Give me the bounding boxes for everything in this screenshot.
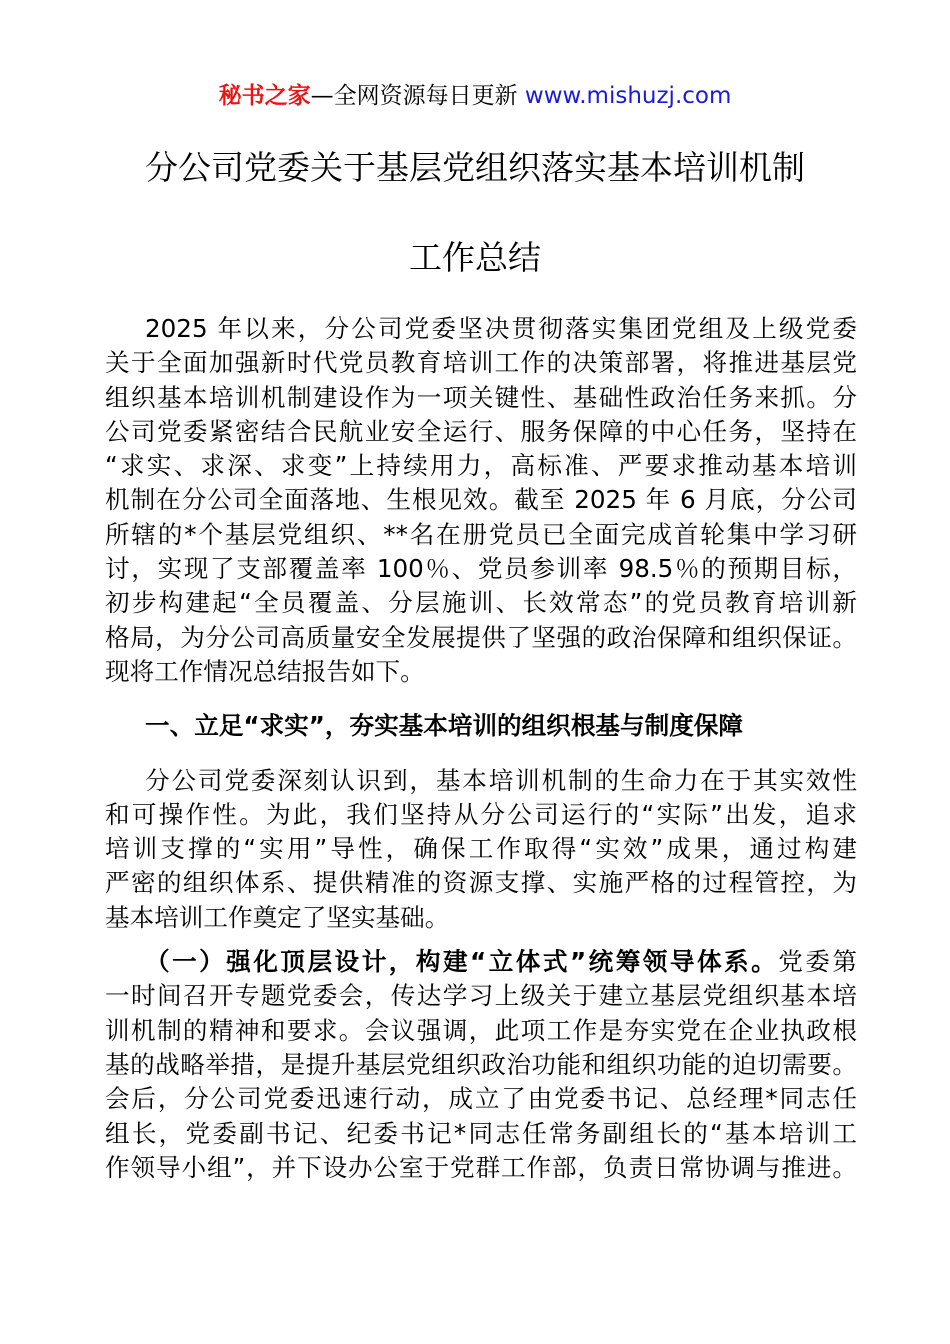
subsection-heading: （一）强化顶层设计，构建“立体式”统筹领导体系。 xyxy=(145,947,779,977)
site-link[interactable]: www.mishuzj.com xyxy=(524,83,732,109)
text-line: 初步构建起“全员覆盖、分层施训、长效常态”的党员教育培训新 xyxy=(105,588,857,618)
text-line: 2025 年以来，分公司党委坚决贯彻落实集团党组及上级党委 xyxy=(145,314,857,343)
section-heading: 一、立足“求实”，夯实基本培训的组织根基与制度保障 xyxy=(145,711,743,741)
text-line: 机制在分公司全面落地、生根见效。截至 2025 年 6 月底，分公司 xyxy=(105,485,857,515)
intro-paragraph xyxy=(105,312,857,689)
text-line: 基本培训工作奠定了坚实基础。 xyxy=(105,902,450,932)
text-line: 一时间召开专题党委会，传达学习上级关于建立基层党组织基本培 xyxy=(105,981,857,1011)
section-1-paragraph xyxy=(105,764,857,935)
text-line: “求实、求深、求变”上持续用力，高标准、严要求推动基本培训 xyxy=(105,451,857,481)
document-title-line-1: 分公司党委关于基层党组织落实基本培训机制 xyxy=(145,148,805,187)
text-line xyxy=(105,945,857,979)
text-line: 格局，为分公司高质量安全发展提供了坚强的政治保障和组织保证。 xyxy=(105,622,857,652)
text-line: 组织基本培训机制建设作为一项关键性、基础性政治任务来抓。分 xyxy=(105,382,857,412)
text-line: 关于全面加强新时代党员教育培训工作的决策部署，将推进基层党 xyxy=(105,348,857,378)
text-line: 严密的组织体系、提供精准的资源支撑、实施严格的过程管控，为 xyxy=(105,868,857,898)
document-body xyxy=(105,312,857,1185)
text-line: 作领导小组”，并下设办公室于党群工作部，负责日常协调与推进。 xyxy=(105,1152,857,1182)
brand-logo-text: 秘书之家 xyxy=(218,83,311,109)
text-line: 基的战略举措，是提升基层党组织政治功能和组织功能的迫切需要。 xyxy=(105,1049,857,1079)
text-line: 所辖的*个基层党组织、**名在册党员已全面完成首轮集中学习研 xyxy=(105,519,857,549)
text-line: 公司党委紧密结合民航业安全运行、服务保障的中心任务，坚持在 xyxy=(105,416,857,446)
text-line: 和可操作性。为此，我们坚持从分公司运行的“实际”出发，追求 xyxy=(105,799,858,829)
text-run: 党委第 xyxy=(778,947,857,977)
text-line: 现将工作情况总结报告如下。 xyxy=(105,656,425,686)
text-line: 分公司党委深刻认识到，基本培训机制的生命力在于其实效性 xyxy=(145,765,857,795)
site-header xyxy=(0,80,950,112)
text-line: 会后，分公司党委迅速行动，成立了由党委书记、总经理*同志任 xyxy=(105,1084,857,1114)
text-line: 组长，党委副书记、纪委书记*同志任常务副组长的“基本培训工 xyxy=(105,1118,857,1148)
header-tagline: —全网资源每日更新 xyxy=(310,83,518,109)
text-line: 培训支撑的“实用”导性，确保工作取得“实效”成果，通过构建 xyxy=(105,834,857,864)
document-title-line-2: 工作总结 xyxy=(409,238,541,277)
subsection-1-paragraph xyxy=(105,945,857,1185)
text-line: 讨，实现了支部覆盖率 100％、党员参训率 98.5％的预期目标， xyxy=(105,554,857,584)
text-line: 训机制的精神和要求。会议强调，此项工作是夯实党在企业执政根 xyxy=(105,1015,857,1045)
